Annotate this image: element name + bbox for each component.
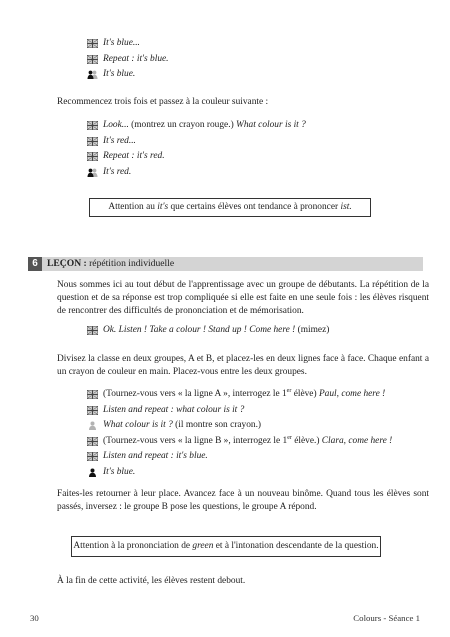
instruction-paragraph-4: Faites-les retourner à leur place. Avancez face à un nouveau binôme. Quand tous les élèves sont passés, inversez : le groupe B pose les questions, le groupe A répond.	[57, 489, 429, 512]
text-segment: (il montre son crayon.)	[172, 420, 262, 430]
dialogue-line	[103, 466, 135, 479]
text-segment: It's red...	[103, 135, 136, 146]
section-title-rest: répétition individuelle	[86, 258, 175, 269]
text-segment: What colour is it ?	[236, 120, 306, 130]
section-title	[47, 257, 174, 271]
dialogue-line	[103, 388, 385, 401]
closing-paragraph: À la fin de cette activité, les élèves restent debout.	[57, 576, 246, 586]
text-segment: Repeat : it's blue.	[103, 53, 169, 64]
text-segment: It's blue.	[103, 69, 136, 79]
dialogue-line	[103, 53, 169, 66]
text-segment: Listen and repeat : it's blue.	[103, 451, 208, 461]
section-header	[28, 257, 423, 271]
text-segment: er	[287, 434, 292, 441]
text-segment: et à l'intonation descendante de la question.	[213, 541, 379, 551]
text-segment: Repeat : it's red.	[103, 151, 165, 161]
page-number: 30	[30, 613, 39, 623]
black-student-icon	[87, 468, 98, 477]
text-segment: ist.	[340, 202, 352, 212]
text-segment: Paul, come here !	[318, 389, 386, 399]
uk-flag-icon	[87, 437, 98, 446]
text-segment: Look...	[103, 120, 132, 130]
text-segment: que certains élèves ont tendance à prononcer	[168, 202, 341, 212]
dialogue-line	[103, 404, 244, 417]
dialogue-line	[103, 119, 306, 132]
text-segment: (mimez)	[295, 325, 330, 335]
uk-flag-icon	[87, 121, 98, 130]
dialogue-line	[103, 450, 208, 463]
dialogue-line	[103, 68, 135, 81]
attention-note-1	[89, 198, 371, 217]
text-segment: Clara, come here !	[321, 435, 393, 446]
instruction-paragraph-3: Divisez la classe en deux groupes, A et B, et placez-les en deux lignes face à face. Chaque enfant a un crayon de couleur en main. Placez-vous entre les deux groupes.	[57, 354, 429, 377]
text-segment: Ok. Listen ! Take a colour ! Stand up ! Come here !	[103, 325, 296, 335]
text-segment: élève.)	[291, 435, 322, 446]
dialogue-line	[103, 150, 165, 163]
text-segment: élève)	[291, 389, 319, 399]
text-segment: What colour is it ?	[103, 420, 173, 430]
uk-flag-icon	[87, 152, 98, 161]
dialogue-line	[103, 135, 136, 148]
dialogue-line	[103, 435, 392, 448]
text-segment: Attention à la prononciation de	[73, 541, 193, 551]
instruction-paragraph-2: Nous sommes ici au tout début de l'apprentissage avec un groupe de débutants. La répétition de la question et de sa réponse est trop compliquée si elle est faite en une seule fois : les élèves risquent de rencontrer des difficultés de prononciation et de mémorisation.	[57, 280, 429, 316]
text-segment: it's	[157, 202, 169, 212]
uk-flag-icon	[87, 39, 98, 48]
section-number: 6	[28, 257, 42, 271]
running-title: Colours - Séance 1	[353, 613, 420, 623]
instruction-paragraph-1: Recommencez trois fois et passez à la couleur suivante :	[57, 97, 269, 107]
text-segment: It's blue...	[103, 38, 140, 48]
pair-students-icon	[87, 70, 98, 79]
uk-flag-icon	[87, 55, 98, 64]
attention-note-2	[71, 536, 381, 557]
dialogue-line	[103, 419, 261, 432]
grey-student-icon	[87, 421, 98, 430]
text-segment: (Tournez-vous vers « la ligne B », interrogez le 1	[103, 435, 288, 446]
text-segment: Attention au	[108, 202, 158, 212]
dialogue-line	[103, 37, 140, 50]
text-segment: (montrez un crayon rouge.)	[131, 120, 237, 130]
uk-flag-icon	[87, 452, 98, 461]
uk-flag-icon	[87, 406, 98, 415]
text-segment: green	[192, 541, 214, 551]
dialogue-line	[103, 324, 329, 337]
text-segment: er	[286, 387, 292, 394]
text-segment: It's red.	[103, 166, 132, 177]
dialogue-line	[103, 166, 131, 179]
uk-flag-icon	[87, 326, 98, 335]
text-segment: (Tournez-vous vers « la ligne A », interrogez le 1	[103, 389, 287, 399]
pair-students-icon	[87, 168, 98, 177]
text-segment: Listen and repeat : what colour is it ?	[103, 404, 245, 415]
uk-flag-icon	[87, 137, 98, 146]
section-title-bold: LEÇON :	[47, 258, 87, 269]
text-segment: It's blue.	[103, 466, 136, 477]
uk-flag-icon	[87, 390, 98, 399]
